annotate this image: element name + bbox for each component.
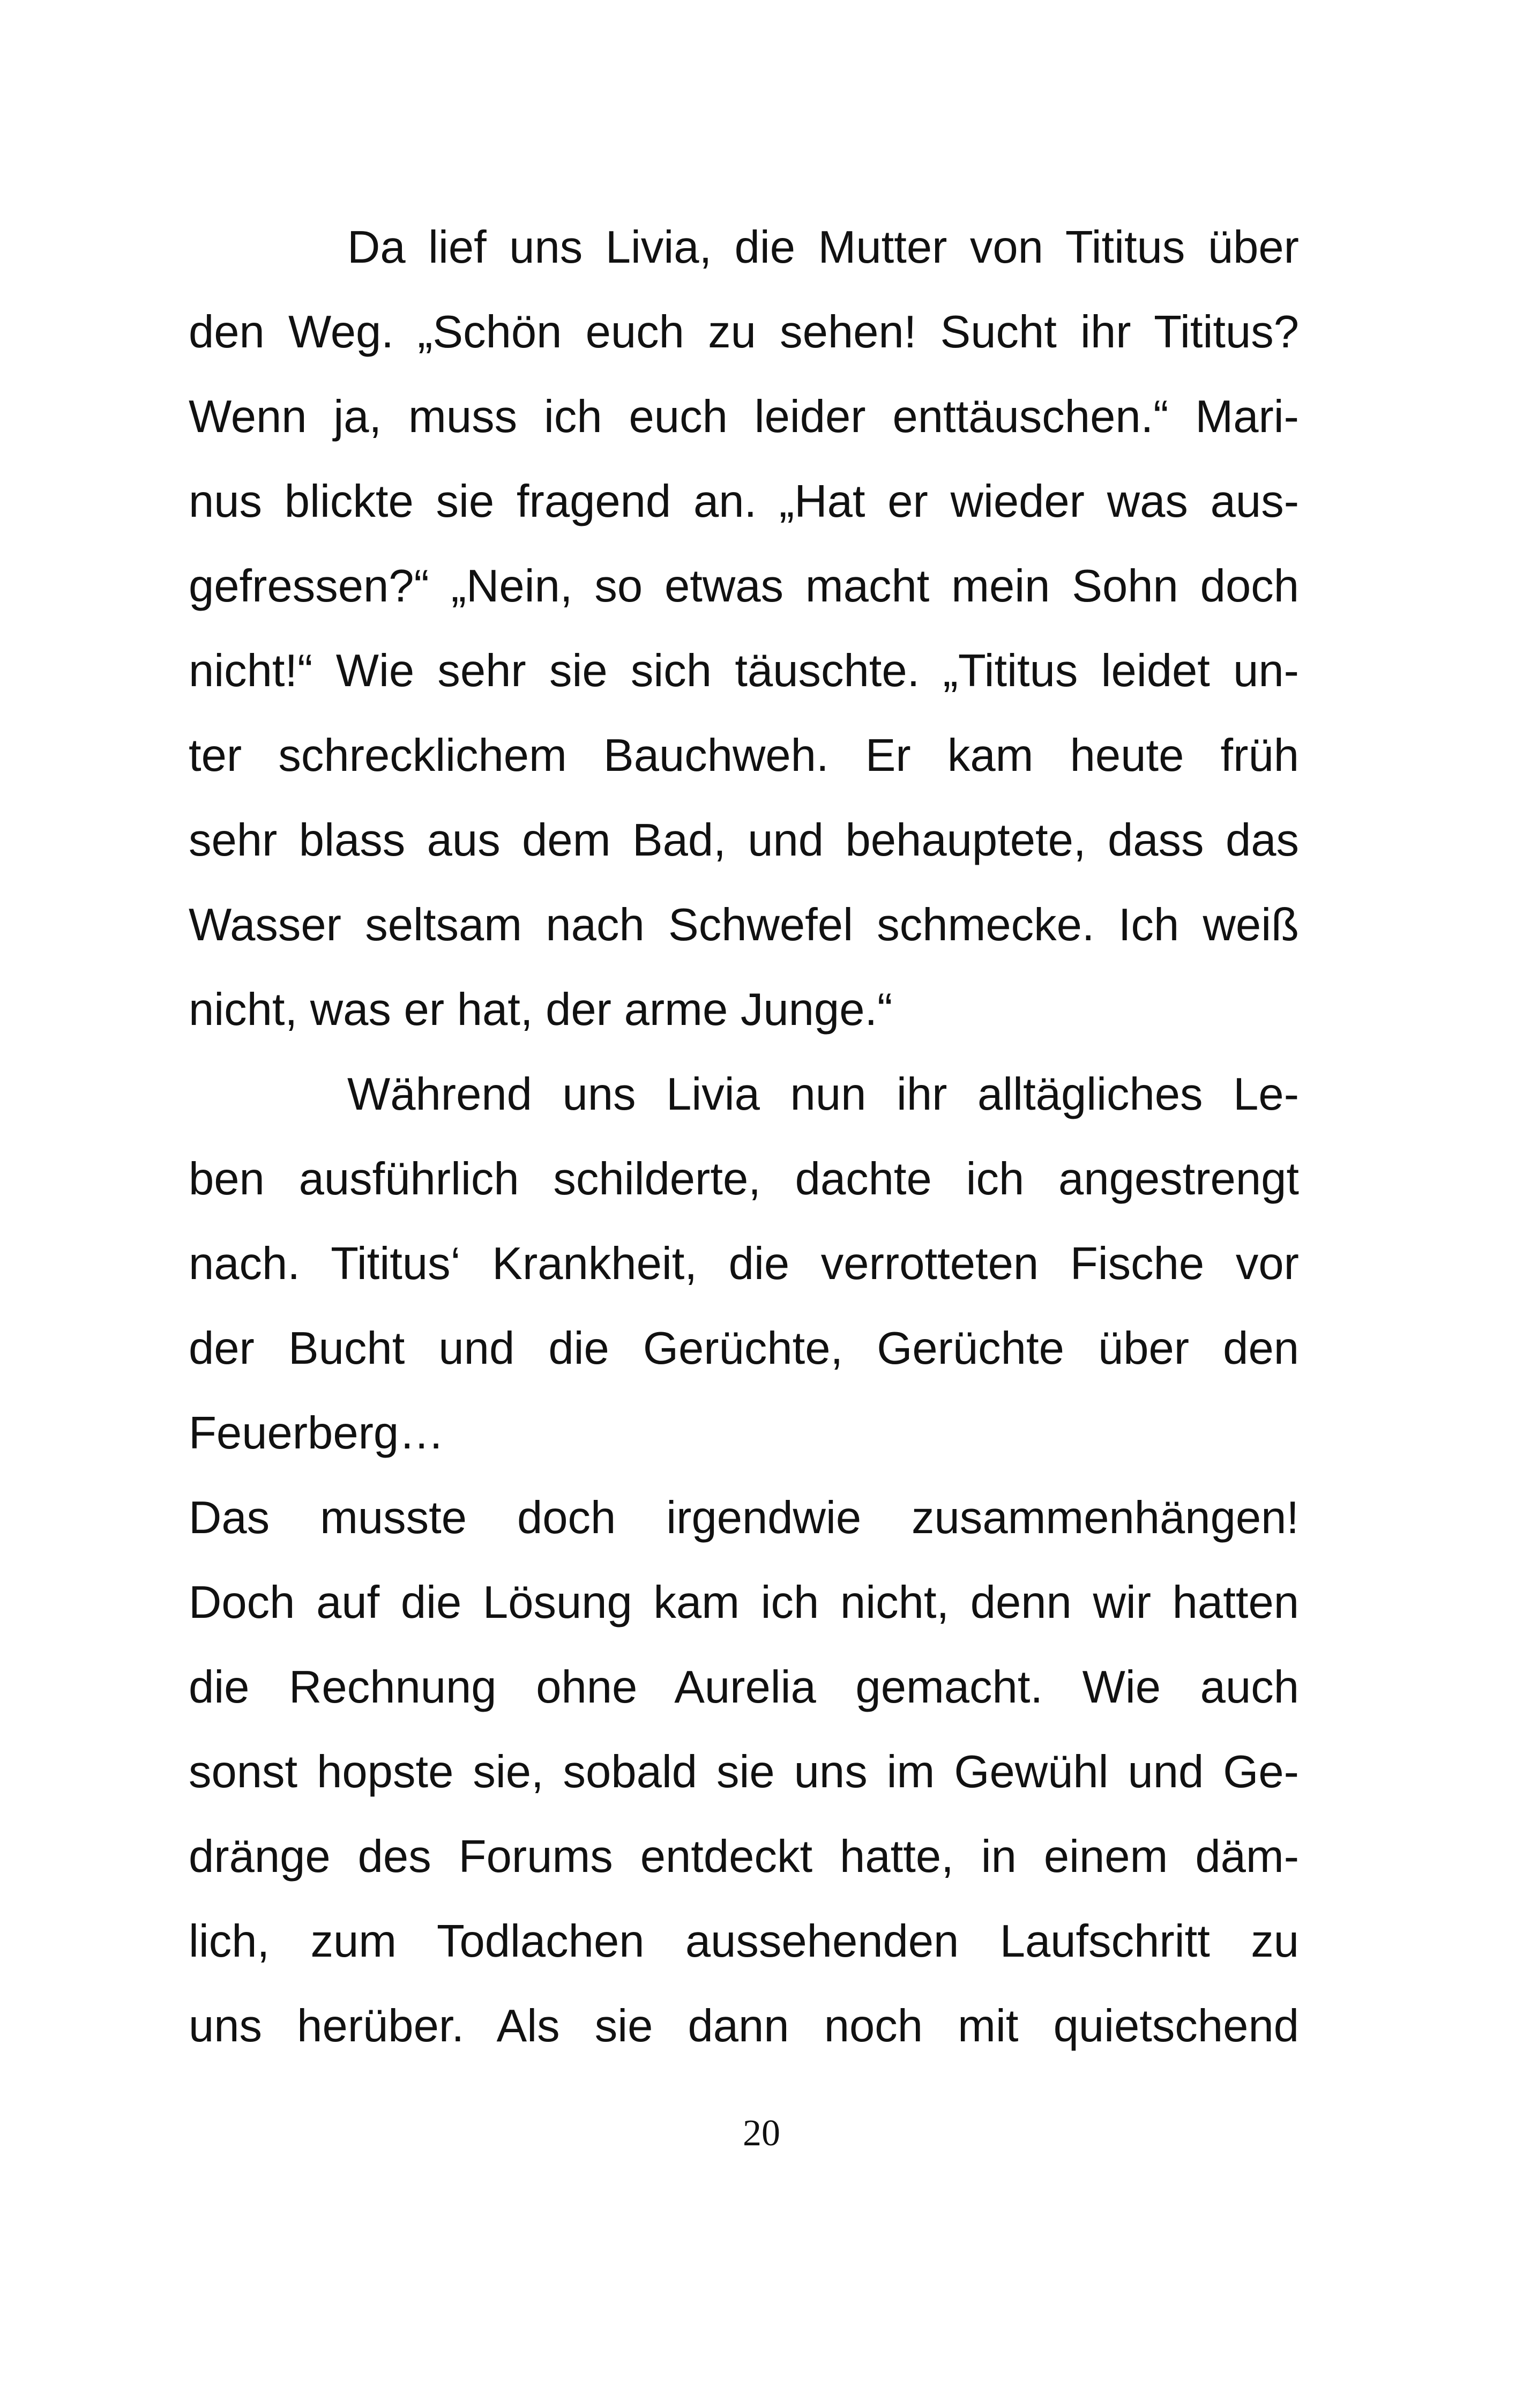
text-line: Feuerberg… xyxy=(189,1408,445,1459)
text-line: gefressen?“ „Nein, so etwas macht mein Sohn doch xyxy=(189,561,1299,612)
text-line: nicht, was er hat, der arme Junge.“ xyxy=(189,984,893,1035)
text-line: lich, zum Todlachen aussehenden Laufschritt zu xyxy=(189,1916,1299,1967)
text-line: Doch auf die Lösung kam ich nicht, denn wir hatten xyxy=(189,1577,1299,1628)
text-line: Wenn ja, muss ich euch leider enttäuschen.“ Mari- xyxy=(189,391,1299,442)
text-line: den Weg. „Schön euch zu sehen! Sucht ihr Tititus? xyxy=(189,307,1299,358)
text-line: nus blickte sie fragend an. „Hat er wieder was aus- xyxy=(189,476,1299,527)
text-line: die Rechnung ohne Aurelia gemacht. Wie auch xyxy=(189,1662,1299,1713)
text-line: Das musste doch irgendwie zusammenhängen! xyxy=(189,1492,1299,1543)
text-line: ter schrecklichem Bauchweh. Er kam heute früh xyxy=(189,730,1299,781)
text-line: nicht!“ Wie sehr sie sich täuschte. „Tititus leidet un- xyxy=(189,645,1299,696)
text-line: dränge des Forums entdeckt hatte, in einem däm- xyxy=(189,1831,1299,1882)
text-line: sehr blass aus dem Bad, und behauptete, dass das xyxy=(189,815,1299,866)
text-line: sonst hopste sie, sobald sie uns im Gewühl und Ge- xyxy=(189,1746,1299,1797)
text-line: Da lief uns Livia, die Mutter von Tititus über xyxy=(347,222,1299,273)
text-line: ben ausführlich schilderte, dachte ich angestrengt xyxy=(189,1154,1299,1205)
text-line: uns herüber. Als sie dann noch mit quietschend xyxy=(189,2001,1299,2052)
text-line: nach. Tititus‘ Krankheit, die verrotteten Fische vor xyxy=(189,1238,1299,1289)
text-line: Wasser seltsam nach Schwefel schmecke. Ich weiß xyxy=(189,900,1299,950)
text-line: Während uns Livia nun ihr alltägliches Le- xyxy=(347,1069,1299,1120)
text-line: der Bucht und die Gerüchte, Gerüchte über den xyxy=(189,1323,1299,1374)
page-number: 20 xyxy=(743,2113,780,2154)
body-text xyxy=(189,221,1299,2084)
